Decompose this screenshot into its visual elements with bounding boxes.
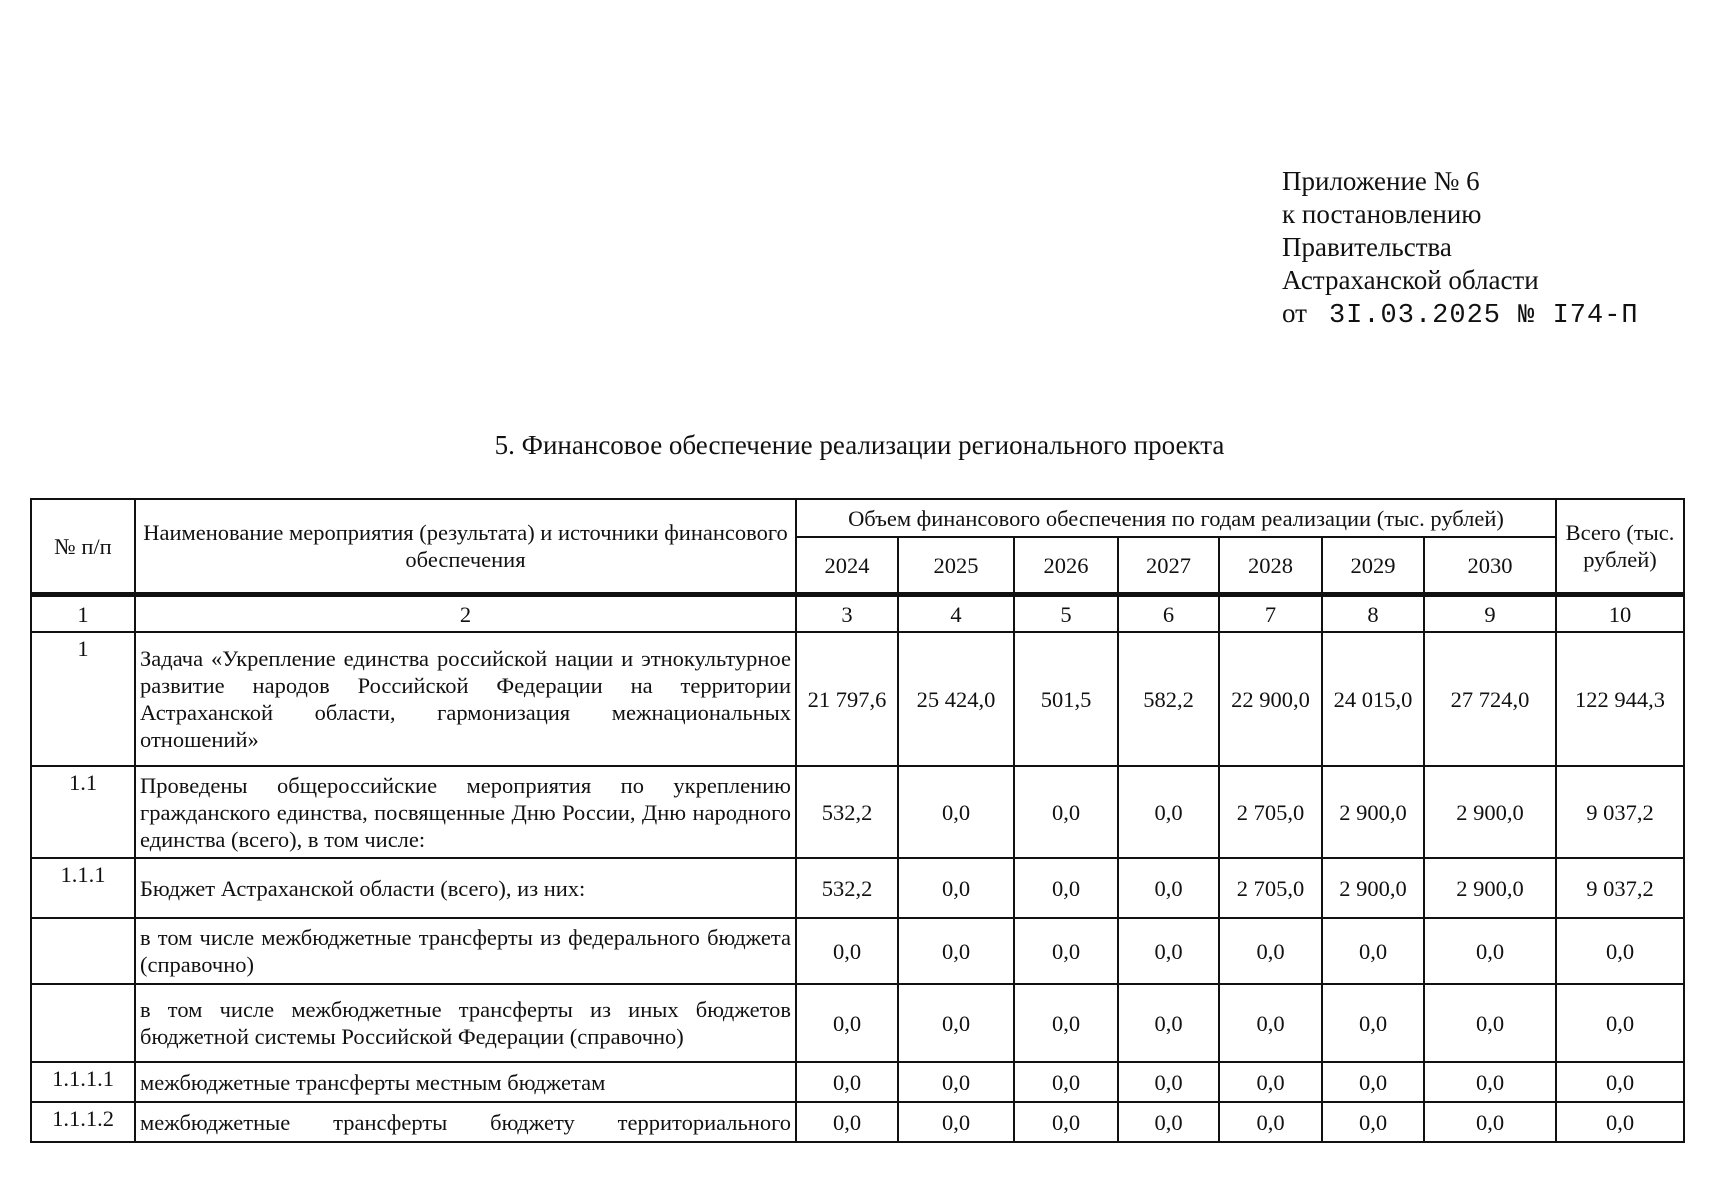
row-value: 0,0 [796,1102,898,1142]
row-value: 2 705,0 [1219,766,1322,858]
row-total: 0,0 [1556,984,1684,1062]
row-value: 0,0 [1118,858,1219,918]
column-number: 3 [796,595,898,633]
row-value: 0,0 [1118,984,1219,1062]
appendix-date-number [1282,297,1639,333]
section-heading-text: 5. Финансовое обеспечение реализации регионального проекта [494,430,1225,460]
header-year: 2029 [1322,537,1424,595]
appendix-block [1282,165,1639,333]
row-name: межбюджетные трансферты бюджету территориального [135,1102,796,1142]
row-value: 27 724,0 [1424,632,1556,766]
table-row [31,984,1684,1062]
row-value: 2 900,0 [1322,858,1424,918]
row-num: 1.1.1 [31,858,135,918]
row-value: 0,0 [1219,918,1322,984]
row-value: 0,0 [796,984,898,1062]
row-value: 2 705,0 [1219,858,1322,918]
header-year: 2026 [1014,537,1118,595]
row-value: 0,0 [796,1062,898,1102]
header-year: 2030 [1424,537,1556,595]
table-row [31,1102,1684,1142]
row-value: 0,0 [1014,858,1118,918]
row-value: 0,0 [1322,918,1424,984]
row-value: 0,0 [1014,1062,1118,1102]
row-num: 1.1.1.2 [31,1102,135,1142]
row-value: 532,2 [796,858,898,918]
column-number: 10 [1556,595,1684,633]
row-name: Бюджет Астраханской области (всего), из них: [135,858,796,918]
header-num: № п/п [31,499,135,595]
row-name: в том числе межбюджетные трансферты из иных бюджетов бюджетной системы Российской Федерации (справочно) [135,984,796,1062]
row-value: 2 900,0 [1424,858,1556,918]
table-row [31,858,1684,918]
header-total: Всего (тыс. рублей) [1556,499,1684,595]
table-row [31,1062,1684,1102]
row-value: 0,0 [898,858,1014,918]
column-number: 7 [1219,595,1322,633]
row-value: 0,0 [1322,1102,1424,1142]
row-value: 0,0 [1424,1102,1556,1142]
appendix-date-stamp: 3I.03.2025 № I74-П [1328,301,1639,331]
row-value: 0,0 [898,766,1014,858]
row-value: 0,0 [1219,1102,1322,1142]
row-total: 0,0 [1556,1102,1684,1142]
row-value: 22 900,0 [1219,632,1322,766]
row-value: 0,0 [1014,984,1118,1062]
row-value: 0,0 [1219,984,1322,1062]
row-num: 1.1 [31,766,135,858]
row-name: в том числе межбюджетные трансферты из федерального бюджета (справочно) [135,918,796,984]
row-value: 0,0 [898,984,1014,1062]
row-value: 0,0 [898,1102,1014,1142]
row-value: 2 900,0 [1322,766,1424,858]
row-value: 0,0 [796,918,898,984]
table-row [31,918,1684,984]
appendix-date-prefix: от [1282,298,1307,328]
appendix-title: Приложение № 6 [1282,166,1480,196]
row-value: 2 900,0 [1424,766,1556,858]
row-value: 501,5 [1014,632,1118,766]
column-number: 6 [1118,595,1219,633]
row-total: 122 944,3 [1556,632,1684,766]
row-value: 0,0 [1118,766,1219,858]
row-value: 532,2 [796,766,898,858]
header-year: 2027 [1118,537,1219,595]
row-num [31,918,135,984]
header-year: 2024 [796,537,898,595]
row-value: 0,0 [1118,918,1219,984]
row-value: 25 424,0 [898,632,1014,766]
column-number: 2 [135,595,796,633]
row-value: 0,0 [898,918,1014,984]
row-value: 0,0 [1118,1102,1219,1142]
row-value: 0,0 [1424,1062,1556,1102]
column-number-row [31,595,1684,633]
row-name: Задача «Укрепление единства российской нации и этнокультурное развитие народов Российской Федерации на территории Астраханской области, гармонизация межнациональных отношений» [135,632,796,766]
table-row [31,632,1684,766]
row-name: межбюджетные трансферты местным бюджетам [135,1062,796,1102]
section-heading [0,430,1719,461]
row-total: 9 037,2 [1556,858,1684,918]
appendix-line-government: Правительства [1282,232,1452,262]
row-num: 1.1.1.1 [31,1062,135,1102]
row-total: 0,0 [1556,1062,1684,1102]
row-num: 1 [31,632,135,766]
row-value: 0,0 [1322,984,1424,1062]
header-year: 2028 [1219,537,1322,595]
row-value: 582,2 [1118,632,1219,766]
financing-table [30,498,1685,1143]
appendix-line-resolution: к постановлению [1282,199,1482,229]
row-value: 0,0 [1118,1062,1219,1102]
row-num [31,984,135,1062]
column-number: 8 [1322,595,1424,633]
row-value: 24 015,0 [1322,632,1424,766]
row-value: 0,0 [1219,1062,1322,1102]
row-name: Проведены общероссийские мероприятия по укреплению гражданского единства, посвященные Дню России, Дню народного единства (всего), в том числе: [135,766,796,858]
header-volume: Объем финансового обеспечения по годам реализации (тыс. рублей) [796,499,1556,537]
appendix-line-region: Астраханской области [1282,265,1539,295]
row-value: 0,0 [1014,1102,1118,1142]
table-header-row [31,499,1684,537]
row-value: 0,0 [898,1062,1014,1102]
row-value: 21 797,6 [796,632,898,766]
column-number: 4 [898,595,1014,633]
column-number: 9 [1424,595,1556,633]
row-value: 0,0 [1014,766,1118,858]
table-row [31,766,1684,858]
row-value: 0,0 [1424,918,1556,984]
column-number: 1 [31,595,135,633]
header-name: Наименование мероприятия (результата) и источники финансового обеспечения [135,499,796,595]
row-value: 0,0 [1424,984,1556,1062]
row-total: 0,0 [1556,918,1684,984]
row-value: 0,0 [1322,1062,1424,1102]
row-value: 0,0 [1014,918,1118,984]
column-number: 5 [1014,595,1118,633]
header-year: 2025 [898,537,1014,595]
row-total: 9 037,2 [1556,766,1684,858]
